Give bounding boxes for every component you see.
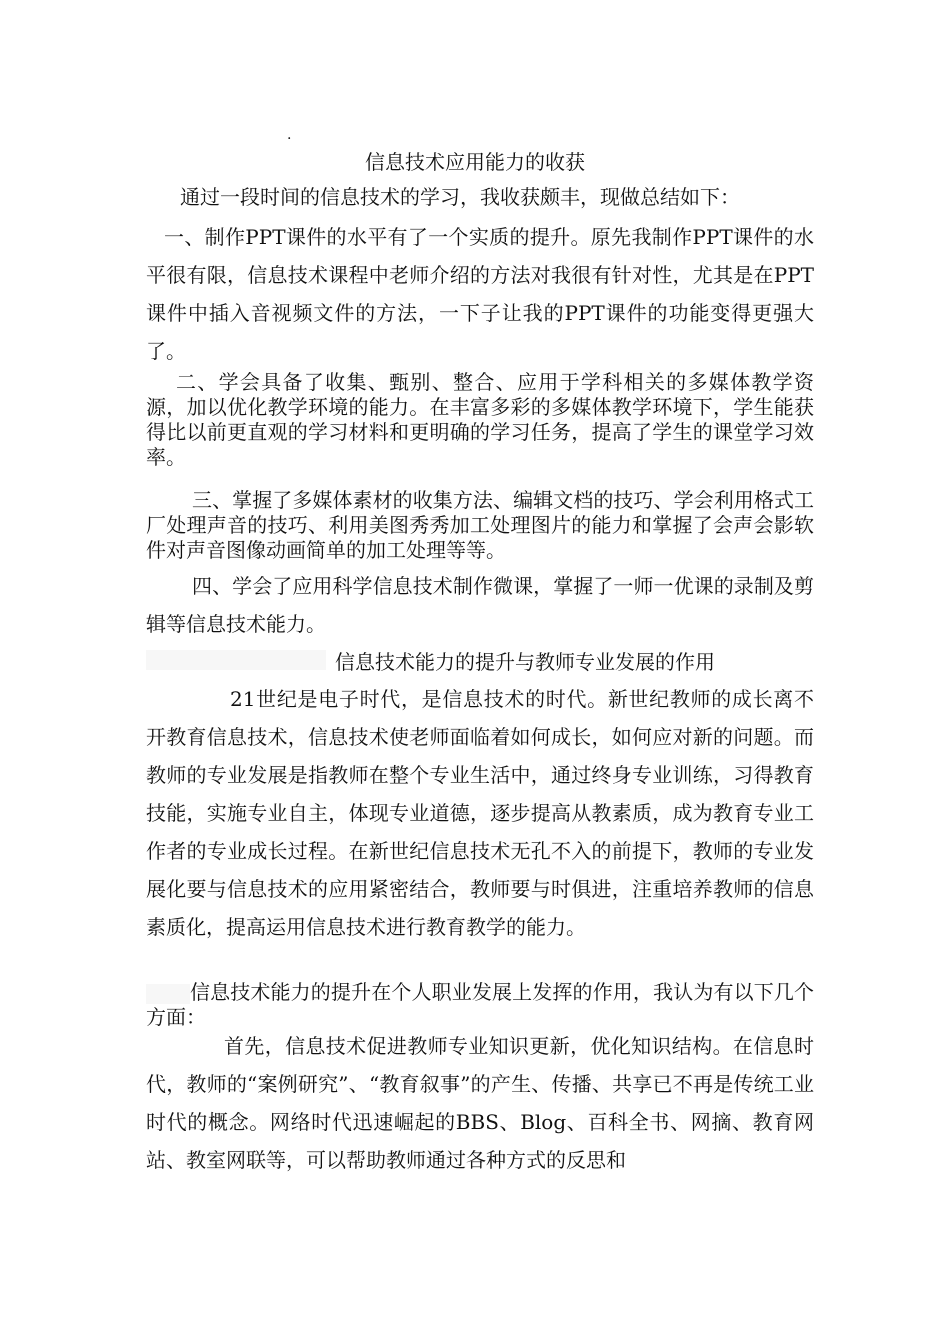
shading-bar <box>146 650 326 670</box>
paragraph-4: 四、学会了应用科学信息技术制作微课，掌握了一师一优课的录制及剪辑等信息技术能力。 <box>146 574 814 636</box>
paragraph-6: 信息技术能力的提升在个人职业发展上发挥的作用，我认为有以下几个方面： <box>146 980 814 1029</box>
paragraph-3: 三、掌握了多媒体素材的收集方法、编辑文档的技巧、学会利用格式工厂处理声音的技巧、利用美图秀秀加工处理图片的能力和掌握了会声会影软件对声音图像动画简单的加工处理等等。 <box>146 488 814 562</box>
intro-paragraph: 通过一段时间的信息技术的学习，我收获颇丰，现做总结如下： <box>180 185 740 209</box>
paragraph-7: 首先，信息技术促进教师专业知识更新，优化知识结构。在信息时代，教师的“案例研究”、“教育叙事”的产生、传播、共享已不再是传统工业时代的概念。网络时代迅速崛起的BBS、Blog、百科全书、网摘、教育网站、教室网联等，可以帮助教师通过各种方式的反思和 <box>146 1034 814 1172</box>
title-development: 信息技术能力的提升与教师专业发展的作用 <box>335 650 715 674</box>
paragraph-2: 二、学会具备了收集、甄别、整合、应用于学科相关的多媒体教学资源，加以优化教学环境的能力。在丰富多彩的多媒体教学环境下，学生能获得比以前更直观的学习材料和更明确的学习任务，提高了学生的课堂学习效率。 <box>146 370 814 469</box>
paragraph-1: 一、制作PPT课件的水平有了一个实质的提升。原先我制作PPT课件的水平很有限，信息技术课程中老师介绍的方法对我很有针对性，尤其是在PPT课件中插入音视频文件的方法，一下子让我的PPT课件的功能变得更强大了。 <box>146 225 814 363</box>
page-marker: . <box>287 127 292 143</box>
title-harvest: 信息技术应用能力的收获 <box>365 150 585 174</box>
paragraph-5: 21世纪是电子时代，是信息技术的时代。新世纪教师的成长离不开教育信息技术，信息技术使老师面临着如何成长，如何应对新的问题。而教师的专业发展是指教师在整个专业生活中，通过终身专业训练，习得教育技能，实施专业自主，体现专业道德，逐步提高从教素质，成为教育专业工作者的专业成长过程。在新世纪信息技术无孔不入的前提下，教师的专业发展化要与信息技术的应用紧密结合，教师要与时俱进，注重培养教师的信息素质化，提高运用信息技术进行教育教学的能力。 <box>146 687 814 939</box>
